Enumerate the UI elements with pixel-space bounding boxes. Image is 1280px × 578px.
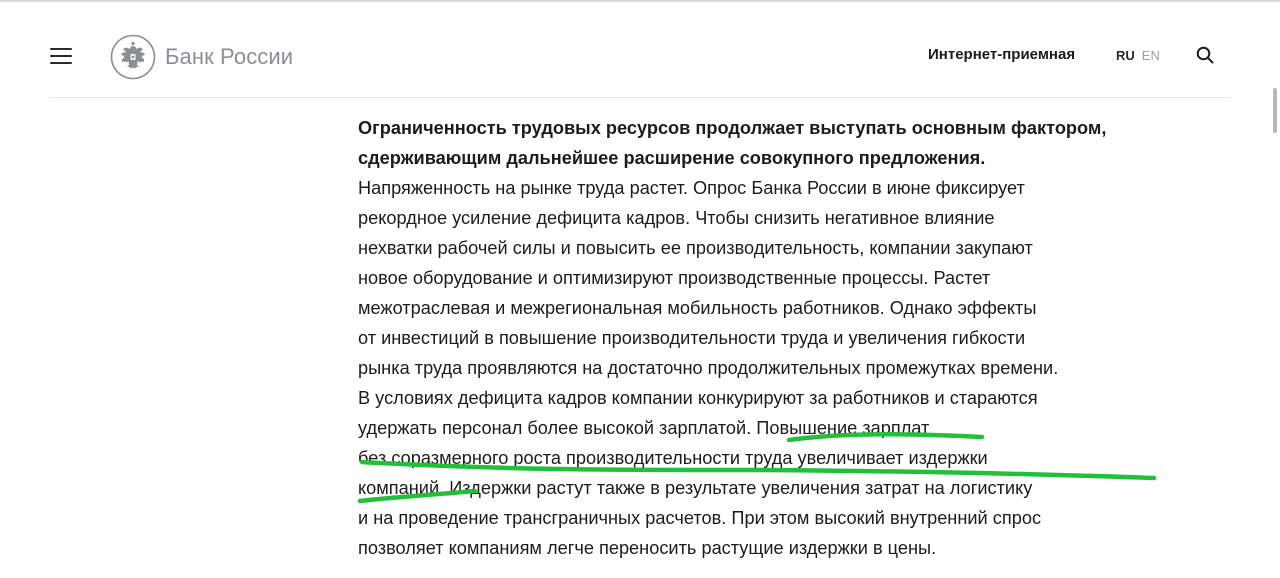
article-line: сдерживающим дальнейшее расширение совокупного предложения.	[358, 148, 986, 168]
language-switcher	[1116, 48, 1160, 63]
article-line: Напряженность на рынке труда растет. Опрос Банка России в июне фиксирует	[358, 178, 1025, 198]
article-line: межотраслевая и межрегиональная мобильность работников. Однако эффекты	[358, 298, 1037, 318]
article-line: и на проведение трансграничных расчетов. При этом высокий внутренний спрос	[358, 508, 1042, 528]
logo-text: Банк России	[165, 44, 294, 69]
hamburger-menu-icon[interactable]	[50, 48, 74, 64]
top-border	[0, 0, 1280, 2]
lang-ru-option[interactable]: RU	[1116, 48, 1135, 63]
article-line: рынка труда проявляются на достаточно продолжительных промежутках времени.	[358, 358, 1059, 378]
article-line: удержать персонал более высокой зарплатой. Повышение зарплат	[358, 418, 930, 438]
article-line: позволяет компаниям легче переносить растущие издержки в цены.	[358, 538, 937, 558]
article-line: Ограниченность трудовых ресурсов продолжает выступать основным фактором,	[358, 118, 1107, 138]
article-line: нехватки рабочей силы и повысить ее производительность, компании закупают	[358, 238, 1033, 258]
article-line: новое оборудование и оптимизируют производственные процессы. Растет	[358, 268, 991, 288]
search-icon[interactable]	[1196, 46, 1214, 64]
scrollbar-thumb[interactable]	[1273, 88, 1277, 133]
site-header	[50, 14, 1230, 98]
bank-logo[interactable]	[110, 34, 293, 80]
lang-en-option[interactable]: EN	[1141, 48, 1160, 63]
article-line: от инвестиций в повышение производительности труда и увеличения гибкости	[358, 328, 1026, 348]
article-line: компаний. Издержки растут также в результате увеличения затрат на логистику	[358, 478, 1033, 498]
article-text	[358, 113, 1148, 563]
article-line: В условиях дефицита кадров компании конкурируют за работников и стараются	[358, 388, 1038, 408]
internet-reception-link[interactable]: Интернет-приемная	[928, 46, 1076, 63]
article-line: рекордное усиление дефицита кадров. Чтобы снизить негативное влияние	[358, 208, 995, 228]
article-line: без соразмерного роста производительности труда увеличивает издержки	[358, 448, 988, 468]
eagle-emblem-icon	[110, 34, 156, 80]
